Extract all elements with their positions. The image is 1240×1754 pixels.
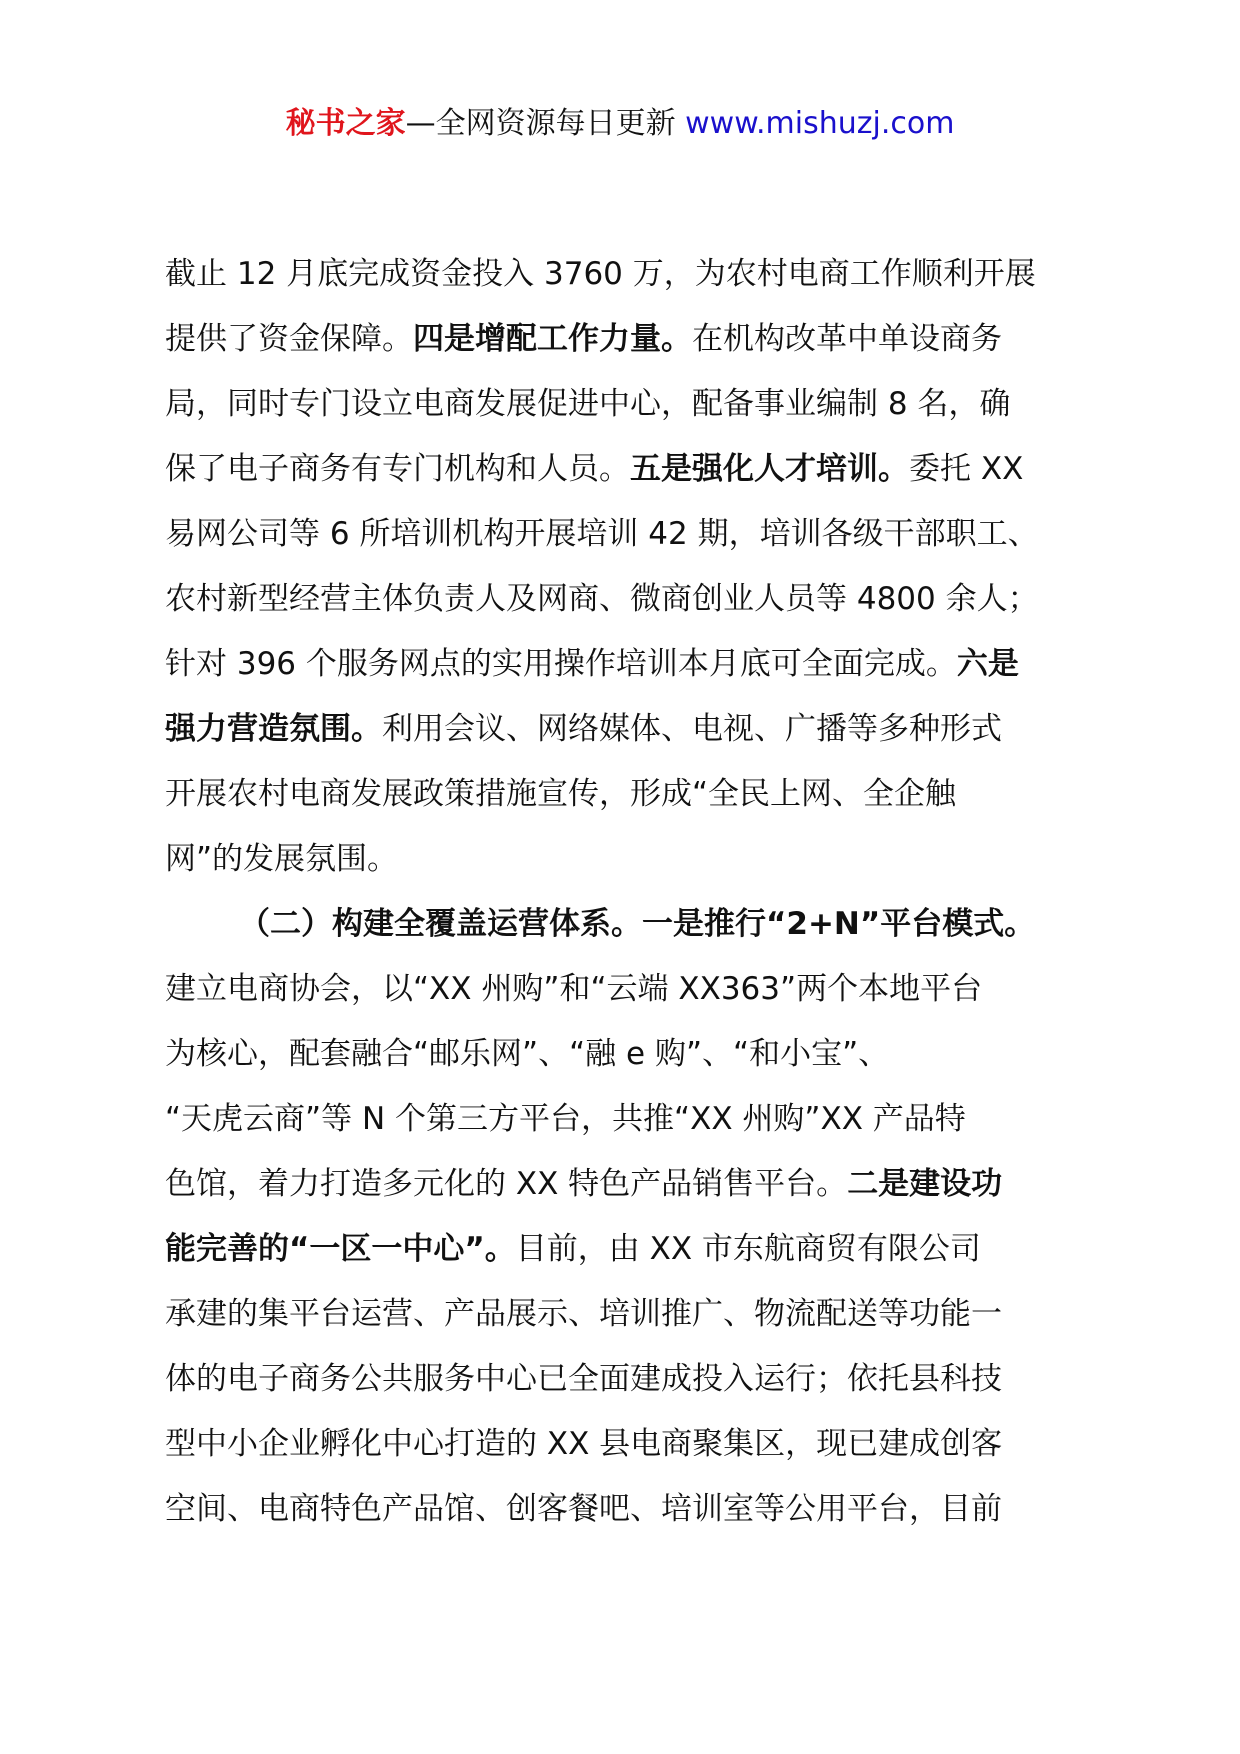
text-run: 空间、电商特色产品馆、创客餐吧、培训室等公用平台，目前 — [165, 1491, 1002, 1527]
text-run: 网”的发展氛围。 — [165, 841, 399, 877]
page-header — [0, 104, 1240, 144]
text-run: 开展农村电商发展政策措施宣传，形成“全民上网、全企触 — [165, 776, 957, 812]
text-line — [165, 957, 1105, 1022]
text-line — [165, 1152, 1105, 1217]
bold-text-run: 能完善的“一区一中心”。 — [165, 1231, 516, 1267]
text-line — [165, 762, 1105, 827]
header-url-link[interactable]: www.mishuzj.com — [685, 106, 955, 141]
text-line — [165, 892, 1105, 957]
bold-text-run: （二）构建全覆盖运营体系。一是推行“2+N”平台模式。 — [239, 906, 1036, 942]
text-line — [165, 1347, 1105, 1412]
text-run: 委托 XX — [909, 451, 1024, 487]
document-body — [165, 242, 1105, 1542]
text-run: 提供了资金保障。 — [165, 321, 413, 357]
text-run: 针对 396 个服务网点的实用操作培训本月底可全面完成。 — [165, 646, 957, 682]
text-line — [165, 307, 1105, 372]
text-line — [165, 1087, 1105, 1152]
header-tagline: —全网资源每日更新 — [405, 106, 686, 141]
text-run: 承建的集平台运营、产品展示、培训推广、物流配送等功能一 — [165, 1296, 1002, 1332]
text-run: 体的电子商务公共服务中心已全面建成投入运行；依托县科技 — [165, 1361, 1002, 1397]
text-line — [165, 1282, 1105, 1347]
bold-text-run: 强力营造氛围。 — [165, 711, 382, 747]
text-run: 保了电子商务有专门机构和人员。 — [165, 451, 630, 487]
text-run: 利用会议、网络媒体、电视、广播等多种形式 — [382, 711, 1002, 747]
bold-text-run: 五是强化人才培训。 — [630, 451, 909, 487]
text-line — [165, 372, 1105, 437]
text-line — [165, 697, 1105, 762]
text-run: 型中小企业孵化中心打造的 XX 县电商聚集区，现已建成创客 — [165, 1426, 1003, 1462]
text-run: 色馆，着力打造多元化的 XX 特色产品销售平台。 — [165, 1166, 848, 1202]
text-line — [165, 1412, 1105, 1477]
text-run: 易网公司等 6 所培训机构开展培训 42 期，培训各级干部职工、 — [165, 516, 1039, 552]
header-brand: 秘书之家 — [285, 106, 406, 141]
text-line — [165, 242, 1105, 307]
text-line — [165, 632, 1105, 697]
bold-text-run: 二是建设功 — [847, 1166, 1003, 1202]
text-line — [165, 437, 1105, 502]
text-run: 农村新型经营主体负责人及网商、微商创业人员等 4800 余人； — [165, 581, 1039, 617]
text-run: 为核心，配套融合“邮乐网”、“融 e 购”、“和小宝”、 — [165, 1036, 890, 1072]
text-run: 建立电商协会，以“XX 州购”和“云端 XX363”两个本地平台 — [165, 971, 983, 1007]
text-line — [165, 1217, 1105, 1282]
text-run: 在机构改革中单设商务 — [692, 321, 1002, 357]
text-line — [165, 567, 1105, 632]
text-line — [165, 1022, 1105, 1087]
bold-text-run: 六是 — [956, 646, 1019, 682]
text-run: 目前，由 XX 市东航商贸有限公司 — [515, 1231, 981, 1267]
text-line — [165, 502, 1105, 567]
text-run: 局，同时专门设立电商发展促进中心，配备事业编制 8 名，确 — [165, 386, 1011, 422]
bold-text-run: 四是增配工作力量。 — [413, 321, 692, 357]
text-line — [165, 827, 1105, 892]
text-line — [165, 1477, 1105, 1542]
text-run: “天虎云商”等 N 个第三方平台，共推“XX 州购”XX 产品特 — [165, 1101, 966, 1137]
text-run: 截止 12 月底完成资金投入 3760 万，为农村电商工作顺利开展 — [165, 256, 1036, 292]
